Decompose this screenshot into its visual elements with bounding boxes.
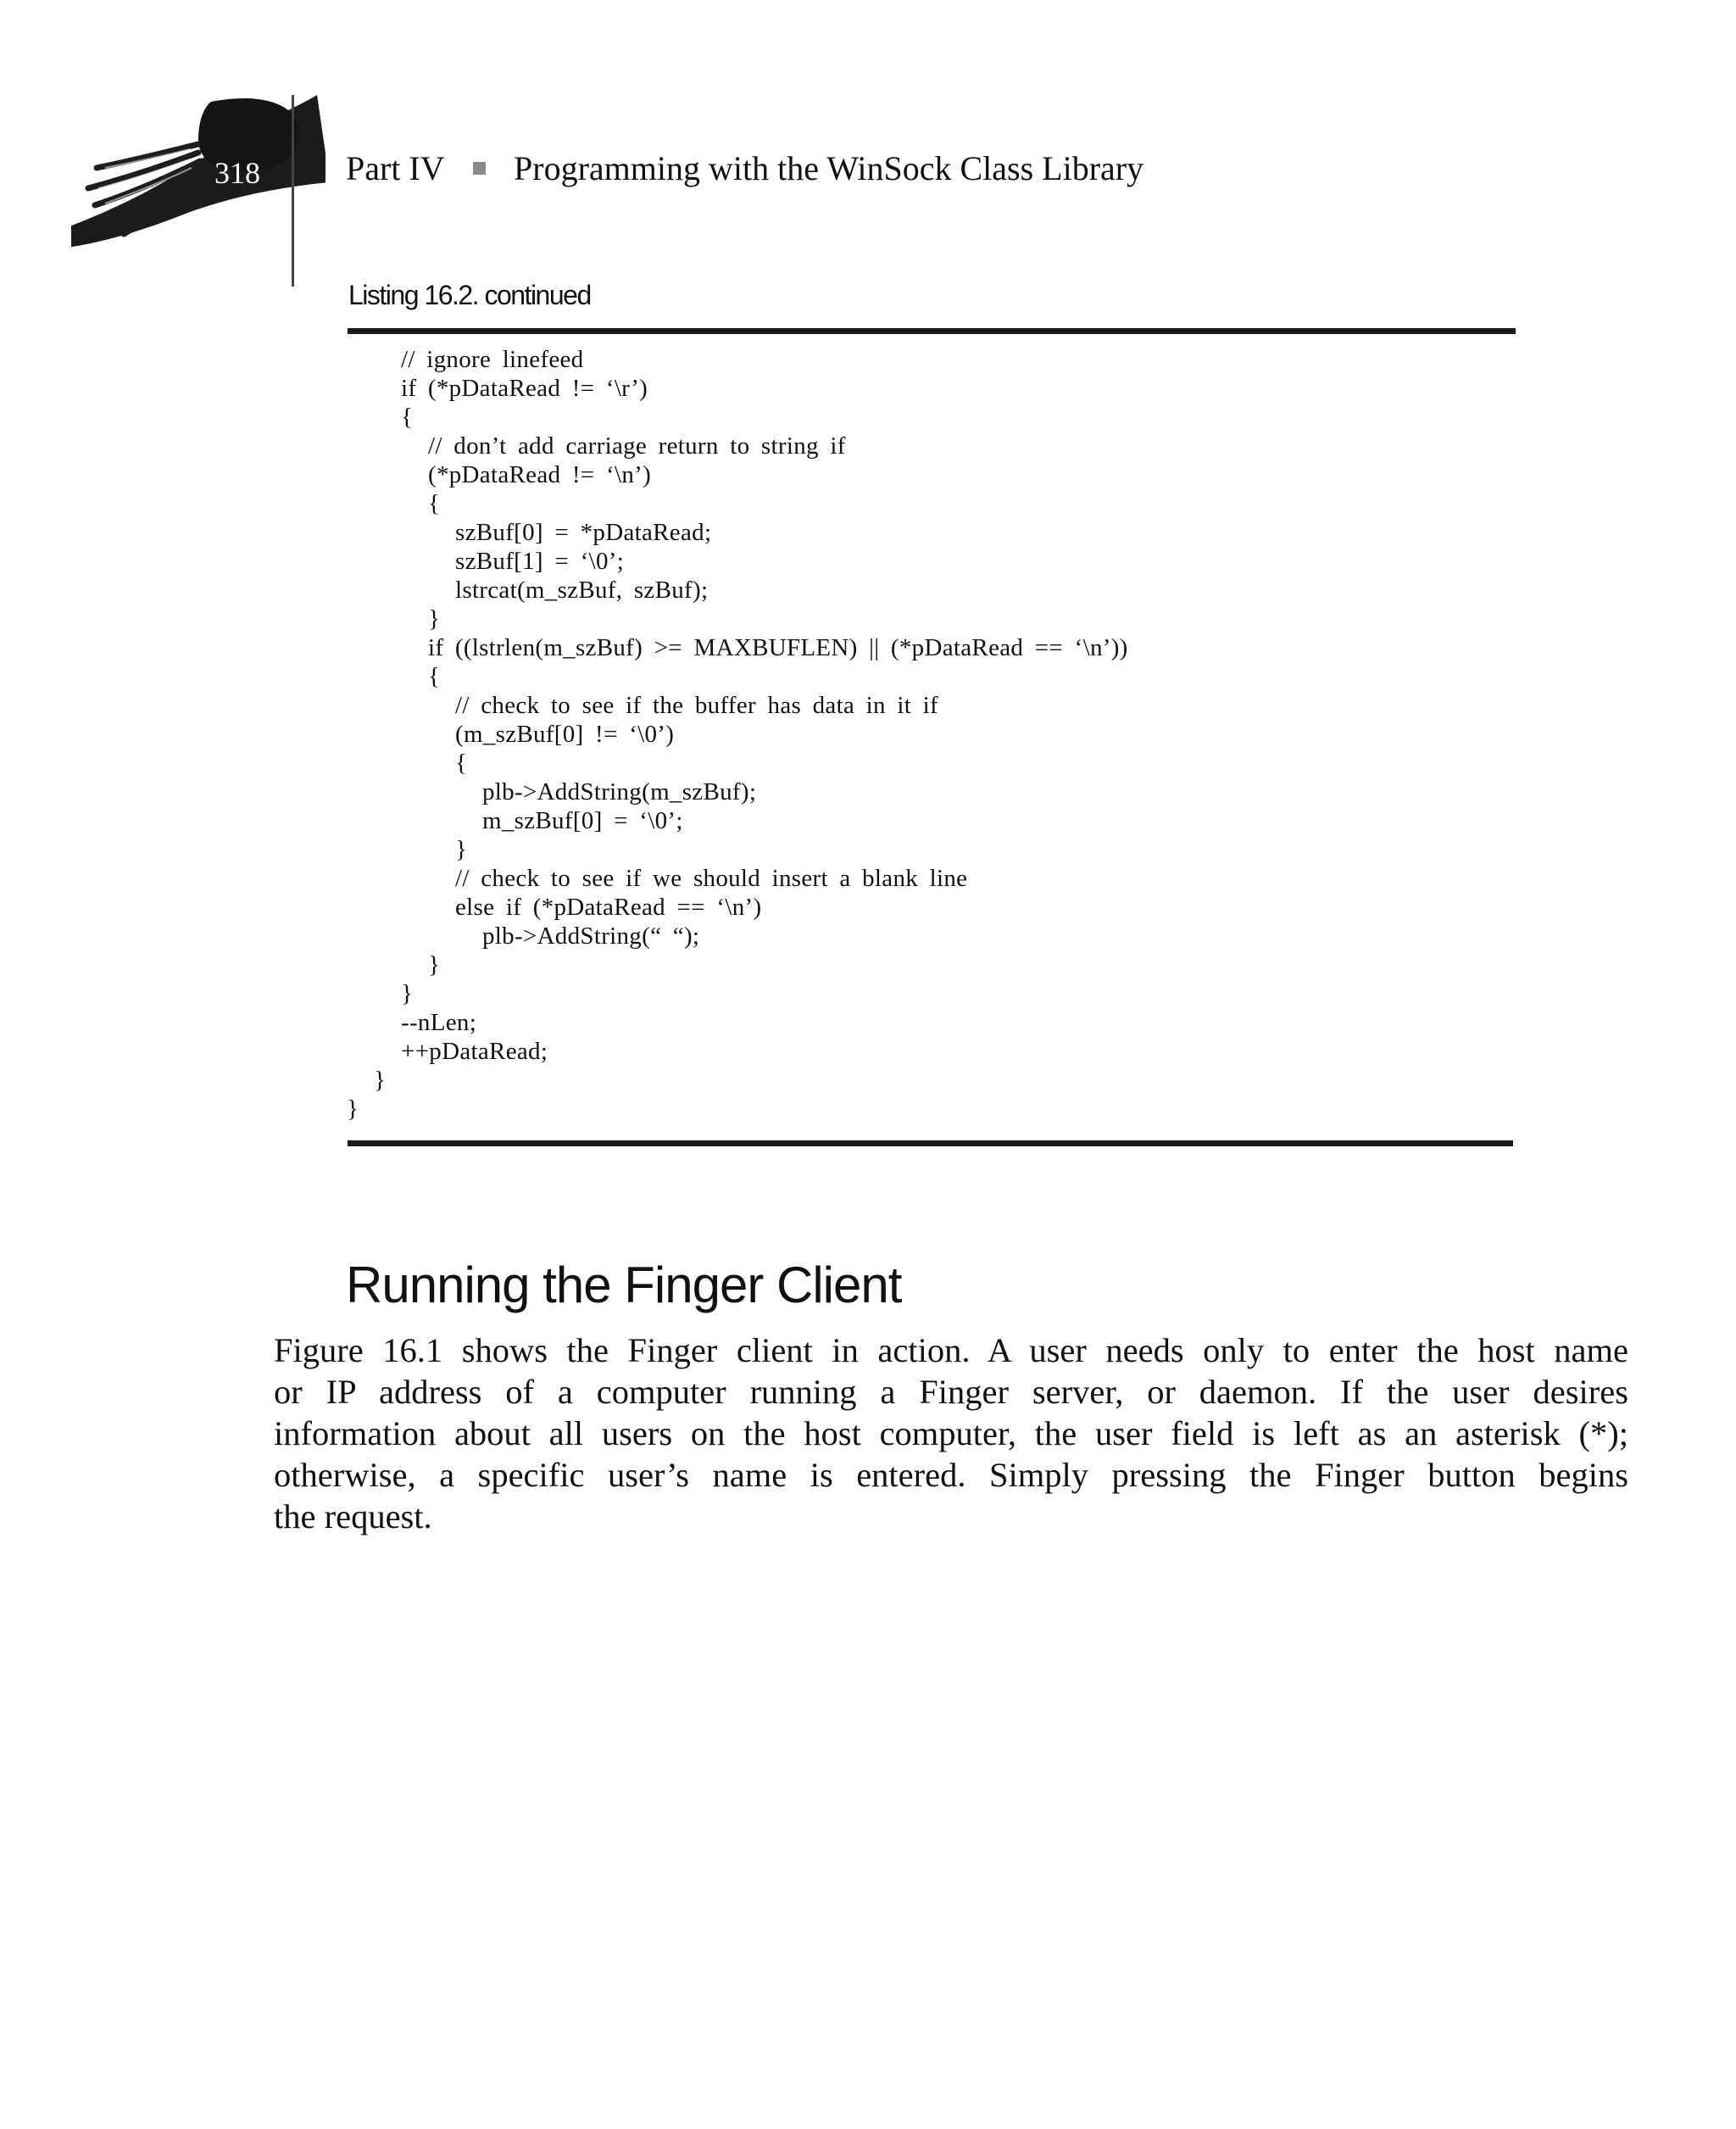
code-line: { [455, 750, 468, 777]
code-line: // don’t add carriage return to string if [428, 432, 846, 460]
paragraph-line: otherwise, a specific user’s name is entered. Simply pressing the Finger button begins [274, 1456, 1628, 1494]
code-line: plb->AddString(m_szBuf); [482, 778, 757, 805]
code-line: } [428, 605, 441, 633]
code-line: (*pDataRead != ‘\n’) [428, 461, 652, 488]
code-line: } [347, 1095, 359, 1123]
code-line: { [428, 490, 441, 517]
code-line: } [455, 836, 468, 863]
code-line: (m_szBuf[0] != ‘\0’) [455, 721, 675, 748]
code-line: ++pDataRead; [401, 1038, 548, 1065]
header-title: Programming with the WinSock Class Library [514, 149, 1144, 187]
listing-bottom-rule [348, 1140, 1513, 1146]
code-line: } [374, 1067, 387, 1094]
code-line: // check to see if we should insert a blank line [455, 865, 968, 892]
code-line: szBuf[1] = ‘\0’; [455, 548, 625, 575]
code-line: if ((lstrlen(m_szBuf) >= MAXBUFLEN) || (*pDataRead == ‘\n’)) [428, 634, 1128, 661]
code-line: m_szBuf[0] = ‘\0’; [482, 807, 683, 834]
paragraph-line: the request. [274, 1497, 432, 1535]
code-line: szBuf[0] = *pDataRead; [455, 519, 712, 546]
body-paragraph [274, 1329, 1628, 1537]
code-line: --nLen; [401, 1009, 477, 1036]
paragraph-line: Figure 16.1 shows the Finger client in action. A user needs only to enter the host name [274, 1331, 1628, 1369]
code-line: // ignore linefeed [401, 346, 584, 373]
paragraph-line: or IP address of a computer running a Finger server, or daemon. If the user desires [274, 1373, 1628, 1411]
code-line: plb->AddString(“ “); [482, 922, 700, 950]
code-line: { [401, 404, 414, 431]
header-part: Part IV [346, 149, 445, 187]
code-line: if (*pDataRead != ‘\r’) [401, 375, 648, 402]
code-line: lstrcat(m_szBuf, szBuf); [455, 577, 709, 604]
code-line: else if (*pDataRead == ‘\n’) [455, 894, 762, 921]
code-line: { [428, 663, 441, 690]
paragraph-line: information about all users on the host computer, the user field is left as an asterisk (*); [274, 1414, 1628, 1452]
page-number: 318 [214, 156, 260, 190]
code-line: // check to see if the buffer has data in it if [455, 692, 938, 719]
code-line: } [401, 980, 414, 1007]
section-heading: Running the Finger Client [346, 1257, 902, 1313]
code-line: } [428, 951, 441, 978]
listing-caption: Listing 16.2. continued [348, 280, 591, 310]
